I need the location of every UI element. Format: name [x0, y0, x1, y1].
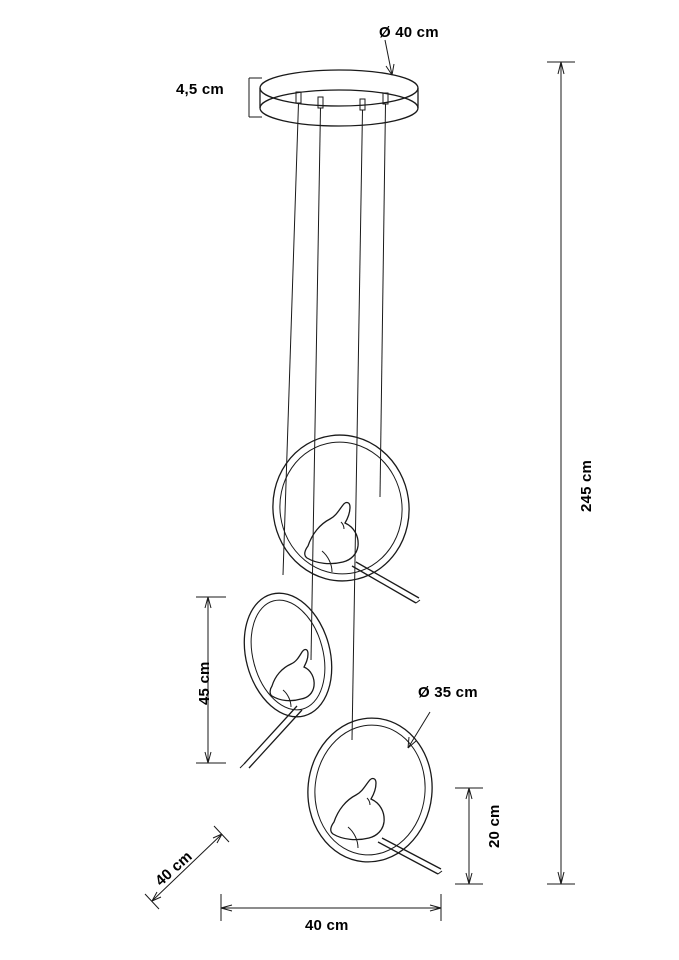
label-ring-diameter: Ø 35 cm — [418, 684, 478, 701]
label-ring-drop-step: 20 cm — [486, 804, 503, 848]
canopy-icon — [260, 70, 418, 126]
label-total-height: 245 cm — [578, 459, 595, 512]
suspension-cables — [283, 103, 386, 740]
ring-icon-middle — [231, 583, 345, 768]
label-canopy-diameter: Ø 40 cm — [379, 24, 439, 41]
bird-icon-upper — [305, 503, 420, 603]
dimension-total-height — [547, 62, 575, 884]
leader-ring-diameter — [408, 712, 430, 748]
label-ring-offset-vertical: 45 cm — [196, 661, 213, 705]
label-footprint-depth: 40 cm — [152, 847, 196, 890]
leader-canopy-diameter — [385, 40, 394, 75]
dimension-ring-drop-step — [455, 788, 483, 884]
ring-icon-lower — [301, 712, 442, 874]
label-canopy-height: 4,5 cm — [176, 81, 224, 98]
label-footprint-width: 40 cm — [305, 917, 349, 934]
